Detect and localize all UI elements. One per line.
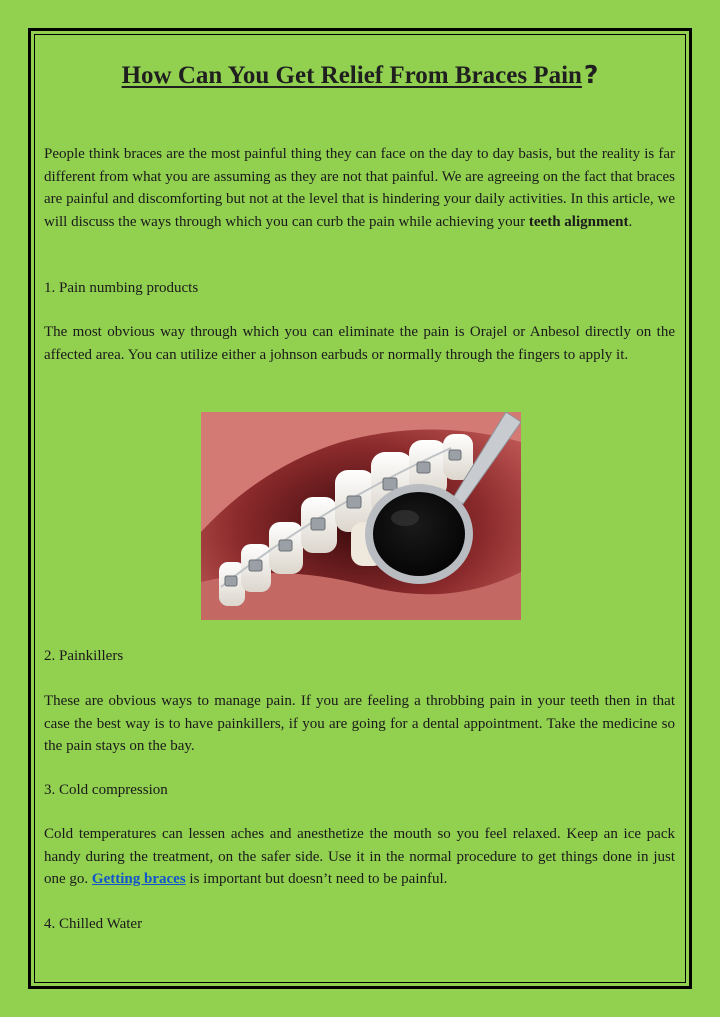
braces-illustration xyxy=(201,412,521,620)
getting-braces-link[interactable]: Getting braces xyxy=(91,871,186,887)
braces-photo xyxy=(201,412,521,620)
title-question-mark: ? xyxy=(583,60,599,89)
section2-heading: 2. Painkillers xyxy=(44,648,124,664)
section1-paragraph: The most obvious way through which you can eliminate the pain is Orajel or Anbesol directly on the affected area. You can utilize either a johnson earbuds or normally through the fingers to apply it. xyxy=(44,324,675,363)
intro-paragraph xyxy=(44,143,675,233)
section1-heading: 1. Pain numbing products xyxy=(44,280,199,296)
section3-text-after: is important but doesn’t need to be painful. xyxy=(185,871,448,887)
section4-heading: 4. Chilled Water xyxy=(44,916,143,932)
intro-text: People think braces are the most painful thing they can face on the day to day basis, but the reality is far different from what you are assuming as they are not that painful. We are agreeing on the fact that braces are painful and discomforting but not at the level that is hindering your daily activities. In this article, we will discuss the ways through which you can curb the pain while achieving your xyxy=(44,146,675,230)
section3-paragraph xyxy=(44,823,675,891)
intro-bold-term: teeth alignment xyxy=(528,213,629,230)
section3-text-before: Cold temperatures can lessen aches and anesthetize the mouth so you feel relaxed. Keep an ice pack handy during the treatment, on the safer side. Use it in the normal procedure to get things done in just one go. xyxy=(44,826,675,887)
section2-paragraph: These are obvious ways to manage pain. If you are feeling a throbbing pain in your teeth then in that case the best way is to have painkillers, if you are going for a dental appointment. Take the medicine so the pain stays on the bay. xyxy=(44,693,675,754)
section3-heading: 3. Cold compression xyxy=(44,782,168,798)
intro-end: . xyxy=(628,213,633,230)
title-text: How Can You Get Relief From Braces Pain xyxy=(121,62,582,89)
page-title xyxy=(40,60,680,90)
